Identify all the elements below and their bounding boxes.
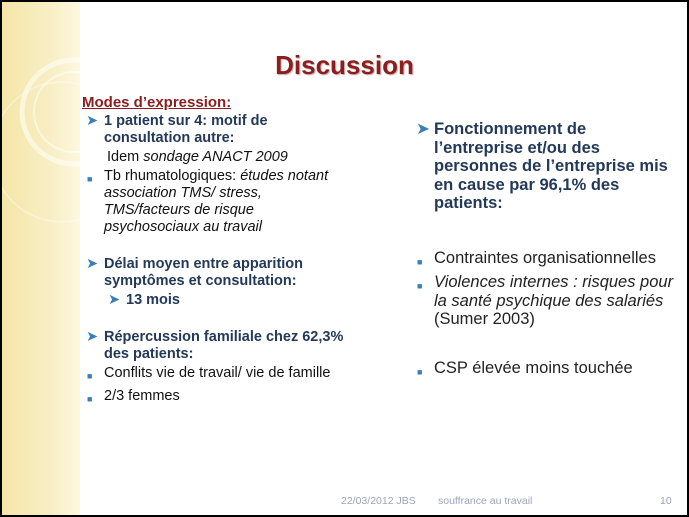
square-bullet-icon: ■ [417, 366, 423, 377]
bullet-item: ■ Contraintes organisationnelles [412, 249, 674, 268]
slide [2, 2, 687, 515]
bullet-item: ➤ 1 patient sur 4: motif de consultation autre: [86, 113, 268, 146]
section-heading: Modes d’expression: [82, 94, 232, 111]
bullet-item: ■ Violences internes : risques pour la santé psychique des salariés (Sumer 2003) [417, 273, 674, 328]
sub-bullet-item: ➤ 13 mois [108, 292, 180, 308]
square-bullet-icon: ■ [87, 371, 93, 381]
bullet-item: ■ Tb rhumatologiques: études notant association TMS/ stress, TMS/facteurs de risque psychosociaux au travail [87, 168, 329, 235]
bullet-item: ➤ Délai moyen entre apparition symptômes et consultation: [86, 256, 304, 289]
bullet-item: ■ CSP élevée moins touchée [412, 359, 674, 378]
bullet-item: ■ Conflits vie de travail/ vie de famille [82, 365, 352, 382]
square-bullet-icon: ■ [87, 174, 93, 184]
chevron-bullet-icon: ➤ [86, 256, 99, 272]
right-column [412, 120, 674, 379]
chevron-bullet-icon: ➤ [108, 292, 121, 308]
footer-date: 22/03/2012 JBS [341, 495, 416, 507]
indented-text: Idem sondage ANACT 2009 [107, 149, 288, 165]
slide-title: Discussion [275, 50, 414, 80]
square-bullet-icon: ■ [417, 256, 423, 267]
chevron-bullet-icon: ➤ [86, 329, 99, 345]
chevron-bullet-icon: ➤ [416, 120, 430, 138]
square-bullet-icon: ■ [417, 281, 423, 291]
page-number: 10 [660, 495, 672, 507]
square-bullet-icon: ■ [87, 394, 93, 404]
footer-subject: souffrance au travail [438, 495, 533, 507]
bullet-item: ➤ Fonctionnement de l’entreprise et/ou des personnes de l’entreprise mis en cause par 96,1% des patients: [416, 120, 668, 212]
left-column [82, 94, 352, 407]
bullet-item: ■ 2/3 femmes [82, 388, 352, 405]
chevron-bullet-icon: ➤ [86, 113, 99, 129]
bullet-item: ➤ Répercussion familiale chez 62,3% des patients: [86, 329, 344, 362]
